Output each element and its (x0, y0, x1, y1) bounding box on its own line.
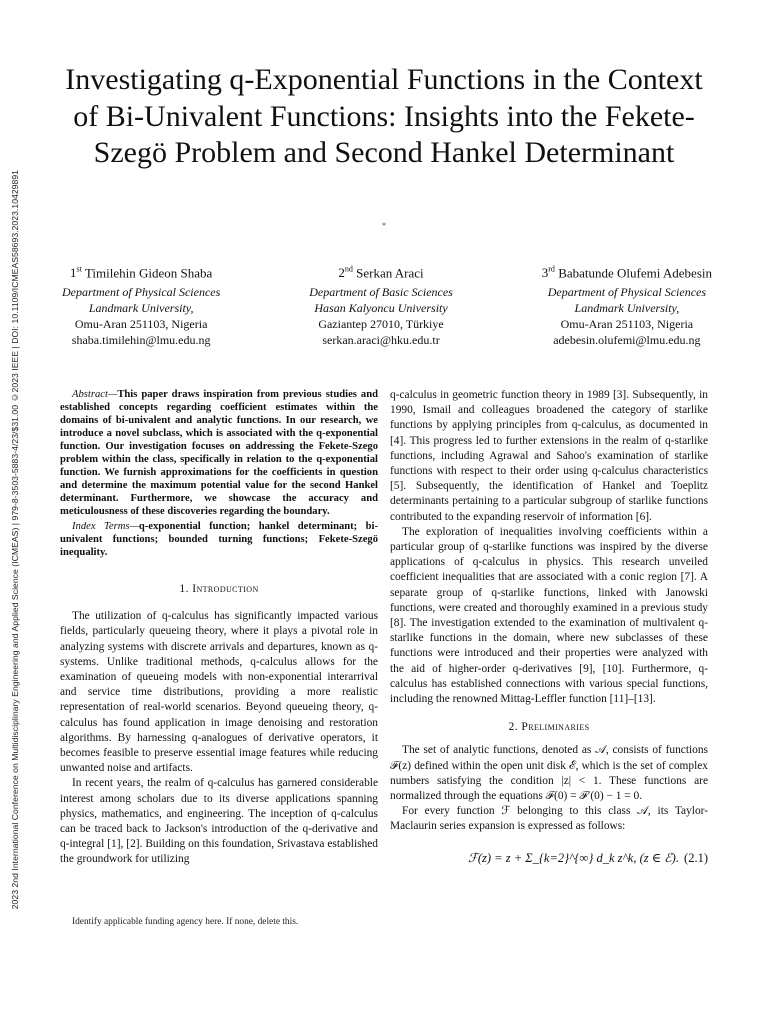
author-email: shaba.timilehin@lmu.edu.ng (71, 333, 211, 348)
author-ordinal-sup: nd (344, 265, 353, 274)
right-column (390, 388, 708, 866)
section-title: Preliminaries (521, 720, 590, 734)
intro-paragraph-2: In recent years, the realm of q-calculus has garnered considerable interest among scholars due to its diverse applications spanning physics, mathematics, and engineering. The inception of q-calculus can be traced back to Jackson's introduction of the q-derivative and q-integral [1], [2]. Building on this foundation, Srivastava established the groundwork for utilizing (60, 777, 378, 866)
author-name: Timilehin Gideon Shaba (84, 265, 213, 281)
section-heading-introduction (60, 581, 378, 596)
author-inst: Landmark University, (88, 300, 194, 315)
author-ordinal: 2 (338, 265, 345, 281)
author-block (62, 262, 712, 348)
footnote: Identify applicable funding agency here. If none, delete this. (72, 917, 299, 927)
author-email: serkan.araci@hku.edu.tr (322, 333, 440, 348)
author-dept: Department of Physical Sciences (62, 284, 221, 299)
author-ordinal: 3 (541, 265, 549, 281)
author-email: adebesin.olufemi@lmu.edu.ng (553, 333, 701, 348)
author-dept: Department of Basic Sciences (309, 284, 453, 299)
author-dept: Department of Physical Sciences (547, 284, 707, 299)
abstract-label: Abstract— (72, 389, 118, 400)
author-ordinal: 1 (70, 265, 77, 281)
author-1 (62, 262, 220, 348)
index-terms-label: Index Terms— (72, 521, 139, 532)
left-column (60, 388, 378, 868)
abstract (60, 388, 378, 518)
prelim-paragraph-1: The set of analytic functions, denoted as 𝒜, consists of functions ℱ(z) defined within the open unit disk ℰ, which is the set of complex numbers satisfying the condition |z| < 1. These functions are normalized through the equations ℱ(0) = ℱ′(0) − 1 = 0. (390, 744, 708, 803)
author-inst: Hasan Kalyoncu University (314, 300, 448, 315)
author-2 (309, 262, 453, 348)
author-addr: Gaziantep 27010, Türkiye (318, 316, 444, 331)
side-note-text: 2023 2nd International Conference on Multidisciplinary Engineering and Applied Science (ICMEAS) | 979-8-3503-5883-4/23/$31.00 ©2023 IEEE | DOI: 10.1109/ICMEAS58693.2023.10429891 (10, 170, 20, 910)
author-ordinal-sup: rd (548, 265, 555, 274)
abstract-text: This paper draws inspiration from previous studies and established concepts regarding coefficient estimates within the domains of bi-univalent and analytic functions. In our research, we introduce a novel subclass, which is associated with the q-exponential function. Our investigation focuses on addressing the Fekete-Szego problem within the class, specifically in relation to the q-exponential function. We furnish approximations for the coefficients in question and determine the maximum potential value for the second Hankel determinant. Furthermore, we showcase the accuracy and meticulousness of these discoveries regarding the boundary. (60, 389, 378, 517)
author-ordinal-sup: st (76, 265, 82, 274)
equation: ℱ(z) = z + Σ_{k=2}^{∞} d_k z^k, (z ∈ ℰ). (468, 850, 679, 865)
title-star: * (381, 221, 387, 231)
prelim-paragraph-2: For every function ℱ belonging to this class 𝒜, its Taylor-Maclaurin series expansion is expressed as follows: (390, 805, 708, 833)
equation-row (390, 851, 708, 866)
section-title: Introduction (192, 582, 259, 595)
author-inst: Landmark University, (574, 300, 680, 315)
section-heading-preliminaries (390, 719, 708, 734)
author-3 (542, 262, 712, 348)
intro-paragraph-1: The utilization of q-calculus has significantly impacted various fields, particularly queueing theory, where it plays a pivotal role in analyzing systems with discrete arrivals and departures, known as q-systems. Unlike traditional methods, q-calculus allows for the examination of queueing models with non-exponential interarrival and service time distributions, providing a more realistic representation of real-world scenarios. Beyond queueing theory, q-calculus has found application in image denoising and restoration algorithms. By harnessing q-analogues of derivative operators, it becomes feasible to preserve essential image features while reducing unwanted noise and artifacts. (60, 610, 378, 775)
author-addr: Omu-Aran 251103, Nigeria (74, 316, 208, 331)
section-number: 2. (508, 720, 519, 734)
index-terms (60, 520, 378, 559)
paper-title: Investigating q-Exponential Functions in the Context of Bi-Univalent Functions: Insights into the Fekete-Szegö Problem and Second Hankel Determinant (65, 63, 703, 169)
author-name: Serkan Araci (356, 265, 424, 281)
author-addr: Omu-Aran 251103, Nigeria (560, 316, 694, 331)
section-number: 1. (179, 582, 189, 595)
equation-number: (2.1) (684, 850, 708, 865)
side-note (4, 150, 26, 930)
index-terms-text: q-exponential function; hankel determinant; bi-univalent functions; bounded turning functions; Fekete-Szegö inequality. (60, 521, 378, 558)
right-paragraph-1: q-calculus in geometric function theory in 1989 [3]. Subsequently, in 1990, Ismail and colleagues broadened the category of starlike functions by applying principles from q-calculus, as documented in [4]. This progress led to further extensions in the realm of q-starlike functions, including Agrawal and Sahoo's examination of starlike functions with respect to their order using q-calculus characteristics [5]. Subsequently, the identification of Hankel and Toeplitz determinants pertaining to a particular subgroup of starlike functions contributed to the expanding reservoir of information [6]. (390, 389, 708, 523)
right-paragraph-2: The exploration of inequalities involving coefficients within a particular group of q-starlike functions was inspired by the diverse applications of q-calculus in physics. This research unveiled coefficient inequalities that are associated with a conic region [7]. A separate group of q-starlike functions, linked with Janowski functions, were created and thoroughly examined in a previous study [8]. The investigation extended to the examination of multivalent q-starlike functions in the domain, where new subclasses of these functions were introduced and their properties were analyzed with the aid of higher-order q-derivatives [9], [10]. Furthermore, q-calculus has established connections with various special functions, including the renowned Mittag-Leffler function [11]–[13]. (390, 525, 708, 706)
author-name: Babatunde Olufemi Adebesin (558, 265, 712, 281)
